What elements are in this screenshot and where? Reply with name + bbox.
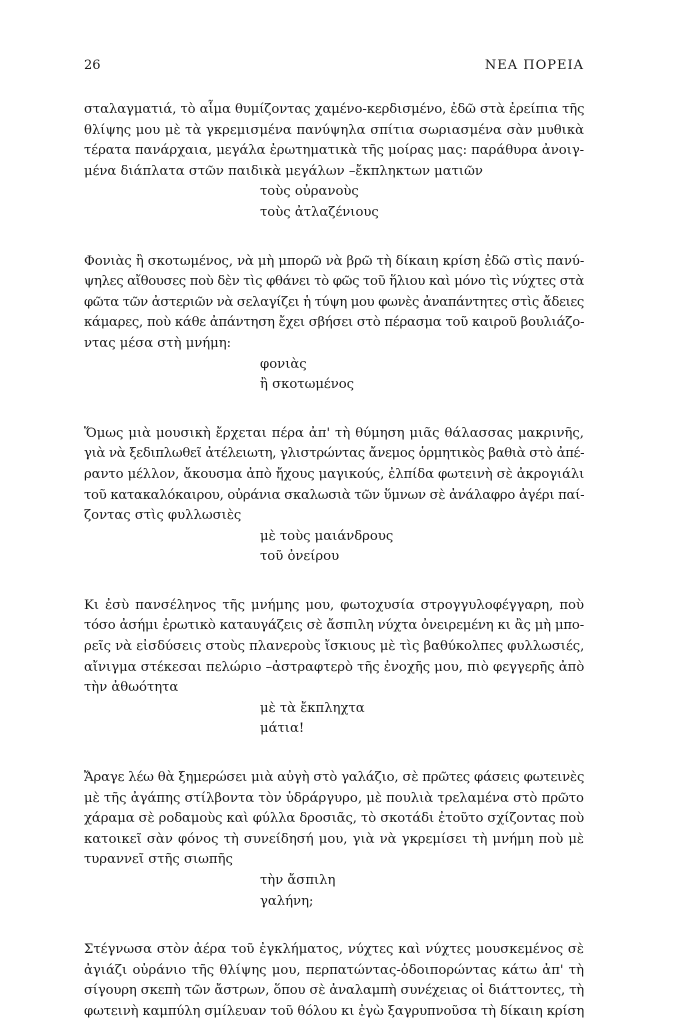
- prose-line: κατοικεῖ σὰν φόνος τὴ συνείδησή μου, γιὰ νὰ γκρεμίσει τὴ μνήμη ποὺ μὲ: [84, 831, 584, 847]
- page-number: 26: [84, 58, 101, 73]
- prose-line: Ἄραγε λέω θὰ ξημερώσει μιὰ αὐγὴ στὸ γαλάζιο, σὲ πρῶτες φάσεις φωτεινὲς: [84, 770, 585, 786]
- verse-line: γαλήνη;: [260, 893, 314, 909]
- prose-paragraph: [84, 768, 584, 871]
- prose-line: σίγουρη σκεπὴ τῶν ἄστρων, ὅπου σὲ ἀναλαμπὴ συνέχειας οἱ διάττοντες, τὴ: [84, 983, 584, 999]
- verse-line: μὲ τὰ ἔκπληχτα: [260, 700, 365, 716]
- prose-line: τὴν ἀθωότητα: [84, 680, 179, 696]
- prose-line: τυραννεῖ στῆς σιωπῆς: [84, 852, 233, 868]
- prose-line: χάραμα σὲ ροδαμοὺς καὶ φύλλα δροσιᾶς, τὸ σκοτάδι ἐτοῦτο σχίζοντας ποὺ: [84, 811, 584, 827]
- prose-line: φῶτα τῶν ἀστεριῶν νὰ σελαγίζει ἡ τύψη μου φωνὲς ἀναπάντητες στὶς ἄδειες: [84, 294, 584, 310]
- prose-line: Ὅμως μιὰ μουσικὴ ἔρχεται πέρα ἀπ' τὴ θύμηση μιᾶς θάλασσας μακρινῆς,: [84, 425, 584, 441]
- verse-stanza: [84, 355, 584, 396]
- prose-paragraph: [84, 940, 584, 1022]
- prose-line: θλίψης μου μὲ τὰ γκρεμισμένα πανύψηλα σπίτια σωριασμένα σὰν μυθικὰ: [84, 122, 584, 138]
- prose-line: τοῦ κατακαλόκαιρου, οὐράνια σκαλωσιὰ τῶν ὕμνων σὲ ἀνάλαφρο ἀγέρι παί-: [84, 487, 585, 503]
- prose-line: ἀγιάζι οὐράνιο τῆς θλίψης μου, περπατώντας-ὁδοιπορώντας κάτω ἀπ' τὴ: [84, 962, 584, 978]
- verse-line: τὴν ἄσπιλη: [260, 873, 336, 888]
- prose-paragraph: [84, 252, 584, 355]
- verse-line: τοὺς ἀτλαζένιους: [260, 204, 379, 220]
- prose-line: ντας μέσα στὴ μνήμη:: [84, 335, 232, 351]
- prose-line: γιὰ νὰ ξεδιπλωθεῖ ἀτέλειωτη, γλιστρώντας ἄνεμος ὁρμητικὸς βαθιὰ στὸ ἀπέ-: [84, 446, 585, 462]
- verse-line: μὲ τοὺς μαιάνδρους: [260, 528, 394, 544]
- prose-paragraph: [84, 424, 584, 527]
- prose-line: αἴνιγμα στέκεσαι πελώριο –ἀστραφτερὸ τῆς ἐνοχῆς μου, πιὸ φεγγερῆς ἀπὸ: [84, 659, 585, 675]
- verse-line: ἢ σκοτωμένος: [260, 377, 355, 393]
- verse-stanza: [84, 182, 584, 223]
- prose-line: ρεῖς νὰ εἰσδύσεις στοὺς πλανεροὺς ἴσκιους μὲ τὶς βαθύκολπες φυλλωσιές,: [84, 639, 585, 655]
- prose-paragraph: [84, 596, 584, 699]
- prose-line: ραντο μέλλον, ἄκουσμα ἀπὸ ἤχους μαγικούς, ἐλπίδα φωτεινὴ σὲ ἀκρογιάλι: [84, 466, 585, 482]
- verse-stanza: [84, 871, 584, 912]
- prose-line: κάμαρες, ποὺ κάθε ἀπάντηση ἔχει σβήσει στὸ πέρασμα τοῦ καιροῦ βουλιάζο-: [84, 315, 585, 331]
- prose-line: μὲ τῆς ἀγάπης στίλβοντα τὸν ὑδράργυρο, μὲ πουλιὰ τρελαμένα στὸ πρῶτο: [84, 790, 584, 806]
- prose-line: Κι ἐσὺ πανσέληνος τῆς μνήμης μου, φωτοχυσία στρογγυλοφέγγαρη, ποὺ: [84, 597, 584, 613]
- prose-line: Στέγνωσα στὸν ἀέρα τοῦ ἐγκλήματος, νύχτες καὶ νύχτες μουσκεμένος σὲ: [84, 942, 584, 958]
- prose-line: ψηλες αἴθουσες ποὺ δὲν τὶς φθάνει τὸ φῶς τοῦ ἥλιου καὶ μόνο τὶς νύχτες στὰ: [84, 274, 584, 290]
- verse-line: φονιὰς: [260, 356, 307, 372]
- prose-line: μένα διάπλατα στῶν παιδικὰ μεγάλων –ἔκπληκτων ματιῶν: [84, 163, 483, 179]
- prose-line: σταλαγματιά, τὸ αἷμα θυμίζοντας χαμένο-κερδισμένο, ἐδῶ στὰ ἐρείπια τῆς: [84, 102, 585, 117]
- body-text: [84, 100, 584, 1023]
- prose-paragraph: [84, 100, 584, 182]
- journal-title: ΝΕΑ ΠΟΡΕΙΑ: [484, 58, 584, 73]
- prose-line: φωτεινὴ καμπύλη σμίλευαν τοῦ θόλου κι ἐγὼ ξαγρυπνοῦσα τὴ δίκαιη κρίση: [84, 1003, 585, 1019]
- verse-stanza: [84, 699, 584, 740]
- verse-line: μάτια!: [260, 721, 305, 737]
- prose-line: τέρατα πανάρχαια, μεγάλα ἐρωτηματικὰ τῆς μοίρας μας: παράθυρα ἀνοιγ-: [84, 143, 585, 159]
- running-head: [84, 58, 584, 78]
- prose-line: Φονιὰς ἢ σκοτωμένος, νὰ μὴ μπορῶ νὰ βρῶ τὴ δίκαιη κρίση ἐδῶ στὶς πανύ-: [84, 253, 585, 269]
- prose-line: ζοντας στὶς φυλλωσιὲς: [84, 508, 242, 524]
- prose-line: τόσο ἀσήμι ἐρωτικὸ καταυγάζεις σὲ ἄσπιλη νύχτα ὀνειρεμένη κι ἂς μὴ μπο-: [84, 618, 584, 634]
- verse-line: τοὺς οὐρανοὺς: [260, 184, 359, 200]
- verse-line: τοῦ ὀνείρου: [260, 549, 340, 565]
- verse-stanza: [84, 527, 584, 568]
